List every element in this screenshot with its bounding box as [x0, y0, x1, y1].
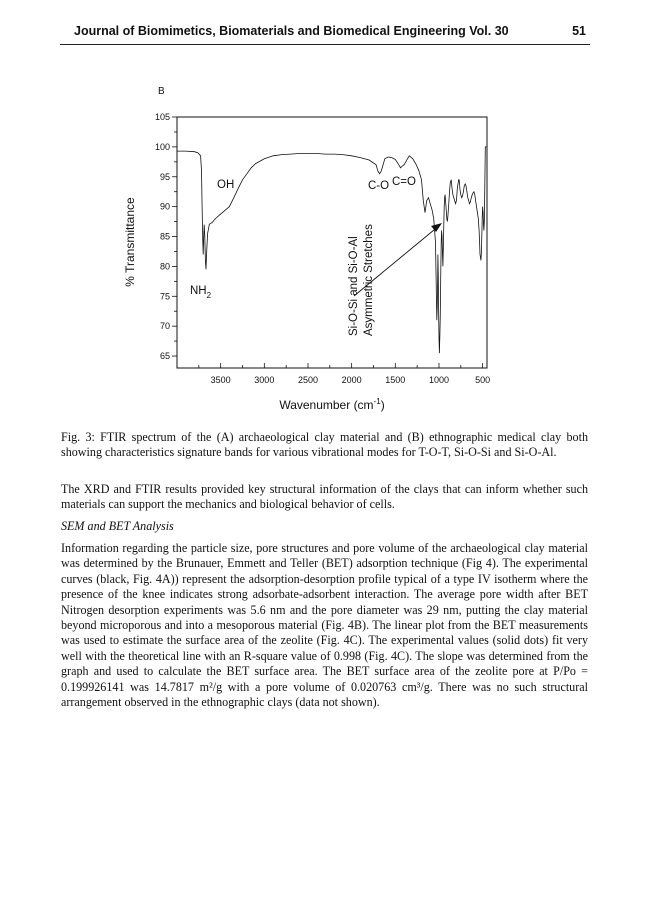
annotation-c-double-o: C=O — [392, 176, 416, 188]
x-axis-label-close: ) — [380, 398, 385, 412]
y-tick-label: 65 — [159, 351, 170, 362]
x-tick-label: 2500 — [297, 375, 319, 385]
plot-frame — [177, 117, 487, 368]
y-tick-label: 100 — [154, 141, 170, 152]
y-tick-label: 105 — [154, 112, 170, 122]
x-tick-label: 500 — [475, 375, 491, 385]
y-tick-label: 95 — [159, 171, 170, 182]
figure-caption: Fig. 3: FTIR spectrum of the (A) archaeological clay material and (B) ethnographic medical clay both showing characteristics signature bands for various vibrational modes for T-O-T, Si-O-Si and Si-O-Al. — [61, 430, 588, 460]
paragraph-sem-bet: Information regarding the particle size, pore structures and pore volume of the archaeological clay material was determined by the Brunauer, Emmett and Teller (BET) adsorption technique (Fig 4). The experimental curves (black, Fig. 4A)) represent the adsorption-desorption profile typical of a type IV isotherm where the presence of the knee indicates strong adsorbate-adsorbent interaction. The average pore width after BET Nitrogen desorption experiments was 5.6 nm and the pore diameter was 29 nm, putting the clay material beyond microporous and into a mesoporous material (Fig. 4B). The linear plot from the BET measurements was used to estimate the surface area of the zeolite (Fig. 4C). The experimental values (solid dots) fit very well with the theoretical line with an R-square value of 0.998 (Fig. 4C). The slope was determined from the graph and used to calculate the BET surface area. The BET surface area of the zeolite pore at P/Po = 0.199926141 was 14.7817 m²/g with a pore volume of 0.020763 cm³/g. There was no such structural arrangement observed in the ethnographic clays (data not shown). — [61, 541, 588, 710]
x-tick-label: 1500 — [385, 375, 406, 385]
section-title: SEM and BET Analysis — [61, 519, 174, 533]
journal-title: Journal of Biomimetics, Biomaterials and Biomedical Engineering Vol. 30 — [74, 24, 509, 38]
x-tick-label: 1000 — [428, 375, 449, 385]
x-tick-label: 3500 — [210, 375, 231, 385]
annotation-nh2 — [190, 285, 212, 300]
annotation-oh: OH — [217, 179, 235, 191]
annotation-co: C-O — [368, 180, 390, 192]
y-axis-label: % Transmittance — [123, 197, 137, 287]
x-tick-label: 3000 — [254, 375, 275, 385]
y-tick-label: 75 — [159, 291, 170, 302]
ftir-figure — [0, 0, 650, 420]
x-axis-label — [279, 397, 384, 412]
page-number: 51 — [572, 24, 586, 38]
y-tick-label: 85 — [159, 231, 170, 242]
y-tick-label: 80 — [159, 261, 170, 272]
panel-label: B — [158, 86, 165, 97]
x-axis-label-sup: -1 — [373, 397, 381, 406]
annotation-si-line1: Si-O-Si and Si-O-Al — [348, 236, 360, 336]
nh-main: NH — [190, 285, 207, 297]
x-axis-label-main: Wavenumber (cm — [279, 398, 374, 412]
y-tick-label: 70 — [159, 321, 170, 332]
annotation-si-line2: Asymmetric Stretches — [363, 224, 375, 336]
y-tick-label: 90 — [159, 201, 170, 212]
paragraph-xrd-ftir: The XRD and FTIR results provided key structural information of the clays that can inform whether such materials can support the mechanics and biological behavior of cells. — [61, 482, 588, 512]
x-tick-label: 2000 — [341, 375, 362, 385]
nh-subscript: 2 — [206, 291, 212, 300]
spectrum-line — [177, 147, 487, 353]
